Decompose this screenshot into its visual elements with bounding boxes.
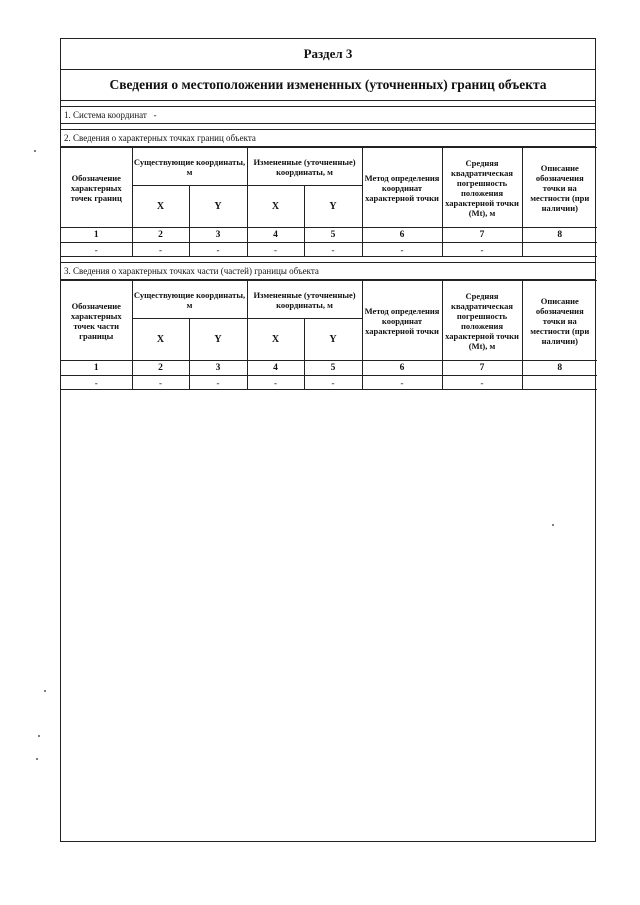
scan-speck	[552, 524, 554, 526]
boundary-part-points-table	[61, 280, 597, 390]
table-cell: -	[132, 376, 189, 390]
changed-x-header: X	[247, 186, 304, 228]
existing-y-header: Y	[189, 319, 247, 361]
column-number: 5	[304, 361, 362, 376]
column-number-row	[61, 361, 597, 376]
scan-speck	[44, 690, 46, 692]
boundary-points-table	[61, 147, 597, 257]
col-method-header: Метод определения координат характерной точки	[362, 281, 442, 361]
col-designation-header: Обозначение характерных точек границ	[61, 148, 132, 228]
section-title: Раздел 3	[61, 39, 595, 70]
table2-caption: 3. Сведения о характерных точках части (частей) границы объекта	[61, 263, 595, 280]
document-page	[60, 38, 596, 842]
column-number: 8	[522, 361, 597, 376]
col-description-header: Описание обозначения точки на местности (при наличии)	[522, 148, 597, 228]
main-title: Сведения о местоположении измененных (уточненных) границ объекта	[61, 70, 595, 101]
scan-speck	[36, 758, 38, 760]
column-number: 2	[132, 361, 189, 376]
table1-caption: 2. Сведения о характерных точках границ объекта	[61, 130, 595, 147]
col-changed-header: Измененные (уточненные) координаты, м	[247, 281, 362, 319]
table-row	[61, 243, 597, 257]
column-number: 5	[304, 228, 362, 243]
column-number: 2	[132, 228, 189, 243]
column-number: 3	[189, 361, 247, 376]
table-cell: -	[132, 243, 189, 257]
col-designation-header: Обозначение характерных точек части границы	[61, 281, 132, 361]
table-cell	[522, 243, 597, 257]
column-number: 6	[362, 361, 442, 376]
table-cell: -	[61, 376, 132, 390]
table-cell: -	[189, 376, 247, 390]
existing-y-header: Y	[189, 186, 247, 228]
scan-speck	[38, 735, 40, 737]
column-number-row	[61, 228, 597, 243]
col-existing-header: Существующие координаты, м	[132, 281, 247, 319]
table-cell	[522, 376, 597, 390]
column-number: 8	[522, 228, 597, 243]
changed-y-header: Y	[304, 319, 362, 361]
col-changed-header: Измененные (уточненные) координаты, м	[247, 148, 362, 186]
existing-x-header: X	[132, 186, 189, 228]
column-number: 7	[442, 228, 522, 243]
column-number: 7	[442, 361, 522, 376]
table-cell: -	[362, 243, 442, 257]
table-cell: -	[247, 376, 304, 390]
table-cell: -	[247, 243, 304, 257]
table-cell: -	[304, 243, 362, 257]
coordinate-system-row	[61, 107, 595, 124]
changed-y-header: Y	[304, 186, 362, 228]
col-error-header: Средняя квадратическая погрешность положения характерной точки (Mt), м	[442, 281, 522, 361]
changed-x-header: X	[247, 319, 304, 361]
table-row	[61, 376, 597, 390]
col-description-header: Описание обозначения точки на местности (при наличии)	[522, 281, 597, 361]
table-cell: -	[304, 376, 362, 390]
coordinate-system-label: 1. Система координат	[64, 110, 147, 120]
column-number: 4	[247, 228, 304, 243]
coordinate-system-value: -	[153, 110, 157, 120]
column-number: 1	[61, 228, 132, 243]
column-number: 1	[61, 361, 132, 376]
table-cell: -	[442, 376, 522, 390]
col-method-header: Метод определения координат характерной точки	[362, 148, 442, 228]
column-number: 3	[189, 228, 247, 243]
column-number: 6	[362, 228, 442, 243]
column-number: 4	[247, 361, 304, 376]
table-cell: -	[362, 376, 442, 390]
col-error-header: Средняя квадратическая погрешность положения характерной точки (Mt), м	[442, 148, 522, 228]
col-existing-header: Существующие координаты, м	[132, 148, 247, 186]
existing-x-header: X	[132, 319, 189, 361]
table-cell: -	[189, 243, 247, 257]
table-cell: -	[61, 243, 132, 257]
table-cell: -	[442, 243, 522, 257]
scan-speck	[34, 150, 36, 152]
